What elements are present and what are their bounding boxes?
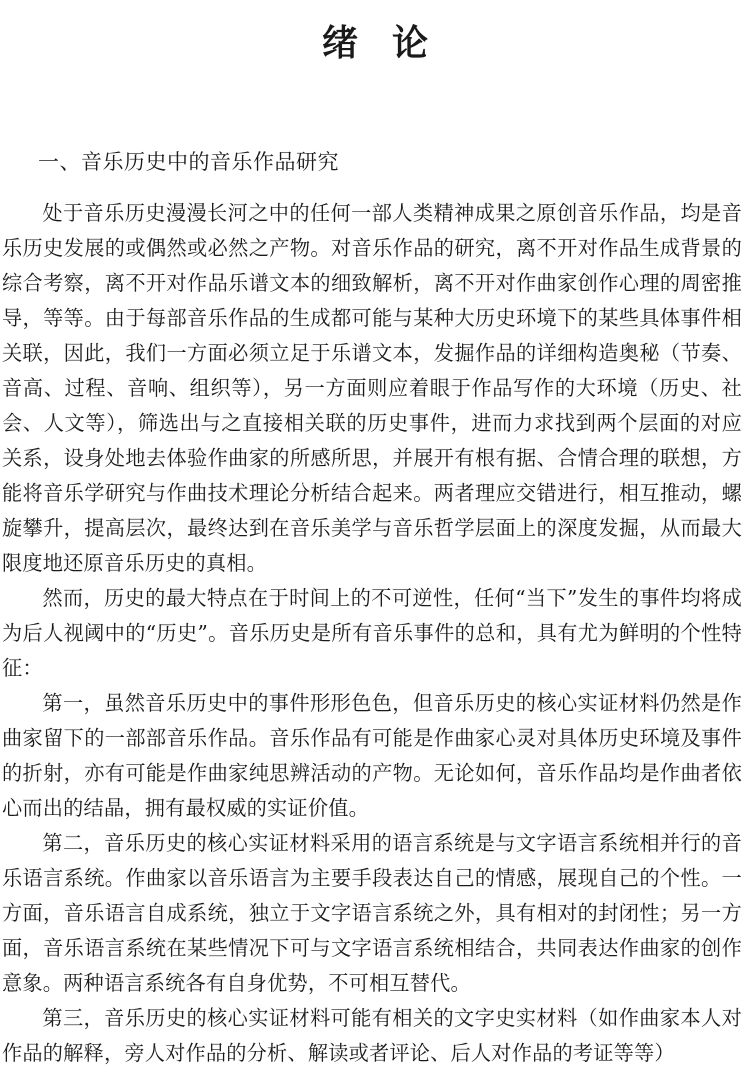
- paragraph-second-feature: 第二，音乐历史的核心实证材料采用的语言系统是与文字语言系统相并行的音乐语言系统。作曲家以音乐语言为主要手段表达自己的情感，展现自己的个性。一方面，音乐语言自成系统，独立于文字语言系统之外，具有相对的封闭性；另一方面，音乐语言系统在某些情况下可与文字语言系统相结合，共同表达作曲家的创作意象。两种语言系统各有自身优势，不可相互替代。: [2, 831, 742, 995]
- paragraph-intro: 处于音乐历史漫漫长河之中的任何一部人类精神成果之原创音乐作品，均是音乐历史发展的或偶然或必然之产物。对音乐作品的研究，离不开对作品生成背景的综合考察，离不开对作品乐谱文本的细致解析，离不开对作曲家创作心理的周密推导，等等。由于每部音乐作品的生成都可能与某种大历史环境下的某些具体事件相关联，因此，我们一方面必须立足于乐谱文本，发掘作品的详细构造奥秘（节奏、音高、过程、音响、组织等），另一方面则应着眼于作品写作的大环境（历史、社会、人文等），筛选出与之直接相关联的历史事件，进而力求找到两个层面的对应关系，设身处地去体验作曲家的所感所思，并展开有根有据、合情合理的联想，方能将音乐学研究与作曲技术理论分析结合起来。两者理应交错进行，相互推动，螺旋攀升，提高层次，最终达到在音乐美学与音乐哲学层面上的深度发掘，从而最大限度地还原音乐历史的真相。: [2, 201, 742, 575]
- body-text: [2, 196, 742, 1071]
- section-heading: 一、音乐历史中的音乐作品研究: [38, 150, 339, 174]
- paragraph-first-feature: 第一，虽然音乐历史中的事件形形色色，但音乐历史的核心实证材料仍然是作曲家留下的一部部音乐作品。音乐作品有可能是作曲家心灵对具体历史环境及事件的折射，亦有可能是作曲家纯思辨活动的产物。无论如何，音乐作品均是作曲者依心而出的结晶，拥有最权威的实证价值。: [2, 691, 742, 820]
- chapter-title: 绪论: [321, 23, 462, 64]
- paragraph-third-feature: 第三，音乐历史的核心实证材料可能有相关的文字史实材料（如作曲家本人对作品的解释，旁人对作品的分析、解读或者评论、后人对作品的考证等等）: [2, 1006, 742, 1065]
- paragraph-irreversibility: 然而，历史的最大特点在于时间上的不可逆性，任何“当下”发生的事件均将成为后人视阈中的“历史”。音乐历史是所有音乐事件的总和，具有尤为鲜明的个性特征：: [2, 586, 742, 680]
